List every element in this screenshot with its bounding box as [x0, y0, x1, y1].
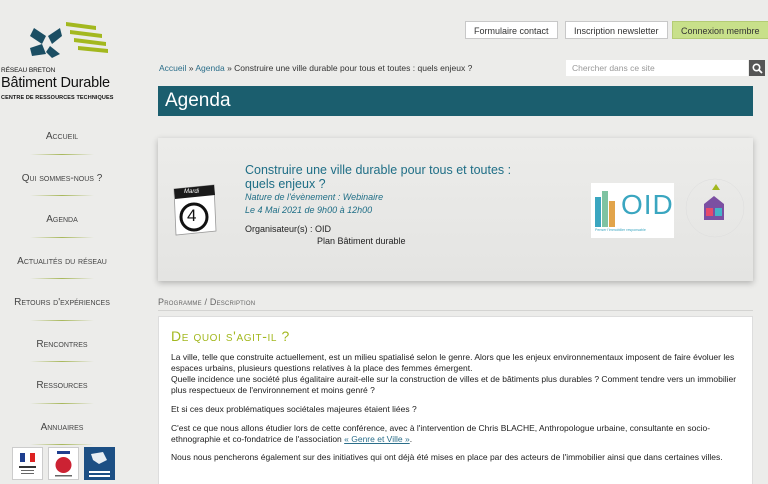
breadcrumb-sep: »	[186, 63, 196, 73]
nav-item-accueil[interactable]	[0, 116, 124, 158]
nav-label: Qui sommes-nous ?	[21, 172, 103, 184]
site-logo[interactable]	[0, 14, 124, 101]
newsletter-button[interactable]: Inscription newsletter	[565, 21, 668, 39]
nav-item-ressources[interactable]	[0, 365, 124, 407]
content-paragraph-1b: Quelle incidence une société plus égalitaire aurait-elle sur la construction de villes et de bâtiments plus durables ? Comment tendre vers un immobilier plus respectueux de l'environnement et moins genré ?	[171, 374, 737, 395]
breadcrumb	[159, 63, 472, 73]
event-organizers: Organisateur(s) : OID	[245, 224, 332, 234]
event-organizer-2: Plan Bâtiment durable	[317, 236, 406, 246]
nav-item-retours[interactable]	[0, 282, 124, 324]
oid-logo[interactable]	[591, 183, 674, 238]
plan-batiment-durable-logo[interactable]	[684, 174, 747, 242]
nav-item-rencontres[interactable]	[0, 324, 124, 366]
nav-label: Ressources	[36, 380, 88, 392]
content-paragraph-1: La ville, telle que construite actuellement, est un milieu spatialisé selon le genre. Alors que les enjeux environnementaux imposent de faire évoluer les espaces urbains, plusieurs questions relatives à la place des femmes émergent.	[171, 352, 735, 373]
logo-network-text: RÉSEAU BRETON	[1, 67, 56, 74]
search-input[interactable]: Chercher dans ce site	[566, 60, 748, 76]
content-heading: De quoi s'agit-il ?	[171, 328, 290, 344]
main-nav	[0, 116, 124, 448]
partner-logo-region-bretagne[interactable]	[84, 447, 115, 480]
nav-item-annuaires[interactable]	[0, 407, 124, 449]
nav-item-qui-sommes-nous[interactable]	[0, 158, 124, 200]
content-paragraph-4: Nous nous pencherons également sur des initiatives qui ont déjà été mises en place par des acteurs de l'immobilier ainsi que dans certaines villes.	[171, 452, 723, 462]
oid-logo-text: OID	[621, 189, 674, 220]
search-icon	[752, 63, 763, 74]
logo-subtitle: CENTRE DE RESSOURCES TECHNIQUES	[1, 95, 114, 101]
sidebar	[0, 0, 124, 484]
calendar-icon	[170, 179, 218, 237]
event-title: Construire une ville durable pour tous et toutes : quels enjeux ?	[245, 163, 512, 191]
paragraph-3-end: .	[409, 434, 413, 444]
page-title: Agenda	[158, 86, 753, 116]
content-paragraph-3	[171, 423, 746, 445]
calendar-number: 4	[187, 206, 197, 225]
nav-label: Retours d'expériences	[14, 297, 110, 309]
nav-label: Annuaires	[40, 421, 84, 433]
nav-label: Agenda	[46, 214, 78, 226]
calendar-day: Mardi	[184, 189, 200, 195]
logo-graphic	[0, 14, 124, 74]
nav-label: Actualités du réseau	[17, 255, 107, 267]
event-nature: Nature de l'évènement : Webinaire	[245, 192, 384, 202]
nav-item-agenda[interactable]	[0, 199, 124, 241]
paragraph-3-text: C'est ce que nous allons étudier lors de cette conférence, avec à l'intervention de Chris BLACHE, Anthropologue urbaine, consultante en socio-ethnographie et co-fondatrice de l'association	[171, 423, 711, 444]
section-divider	[158, 310, 753, 311]
partner-logo-etat[interactable]	[12, 447, 43, 480]
search-button[interactable]	[749, 60, 765, 76]
partner-logo-ademe[interactable]	[48, 447, 79, 480]
content-paragraph-2: Et si ces deux problématiques sociétales majeures étaient liées ?	[171, 404, 417, 414]
oid-logo-subtitle: Penser l'immobilier responsable	[595, 228, 646, 232]
nav-label: Rencontres	[36, 338, 88, 350]
login-button[interactable]: Connexion membre	[672, 21, 768, 39]
partner-logos	[12, 447, 116, 481]
breadcrumb-agenda[interactable]: Agenda	[195, 63, 225, 73]
description-content	[158, 316, 753, 484]
logo-title: Bâtiment Durable	[1, 75, 110, 91]
breadcrumb-home[interactable]: Accueil	[159, 63, 187, 73]
event-date: Le 4 Mai 2021 de 9h00 à 12h00	[245, 205, 373, 215]
genre-et-ville-link[interactable]: « Genre et Ville »	[344, 434, 410, 444]
nav-label: Accueil	[45, 131, 79, 143]
breadcrumb-current: Construire une ville durable pour tous et toutes : quels enjeux ?	[234, 63, 473, 73]
event-card	[158, 138, 753, 281]
breadcrumb-sep: »	[224, 63, 235, 73]
section-label: Programme / Description	[158, 297, 256, 307]
contact-form-button[interactable]: Formulaire contact	[465, 21, 558, 39]
nav-item-actualites[interactable]	[0, 241, 124, 283]
